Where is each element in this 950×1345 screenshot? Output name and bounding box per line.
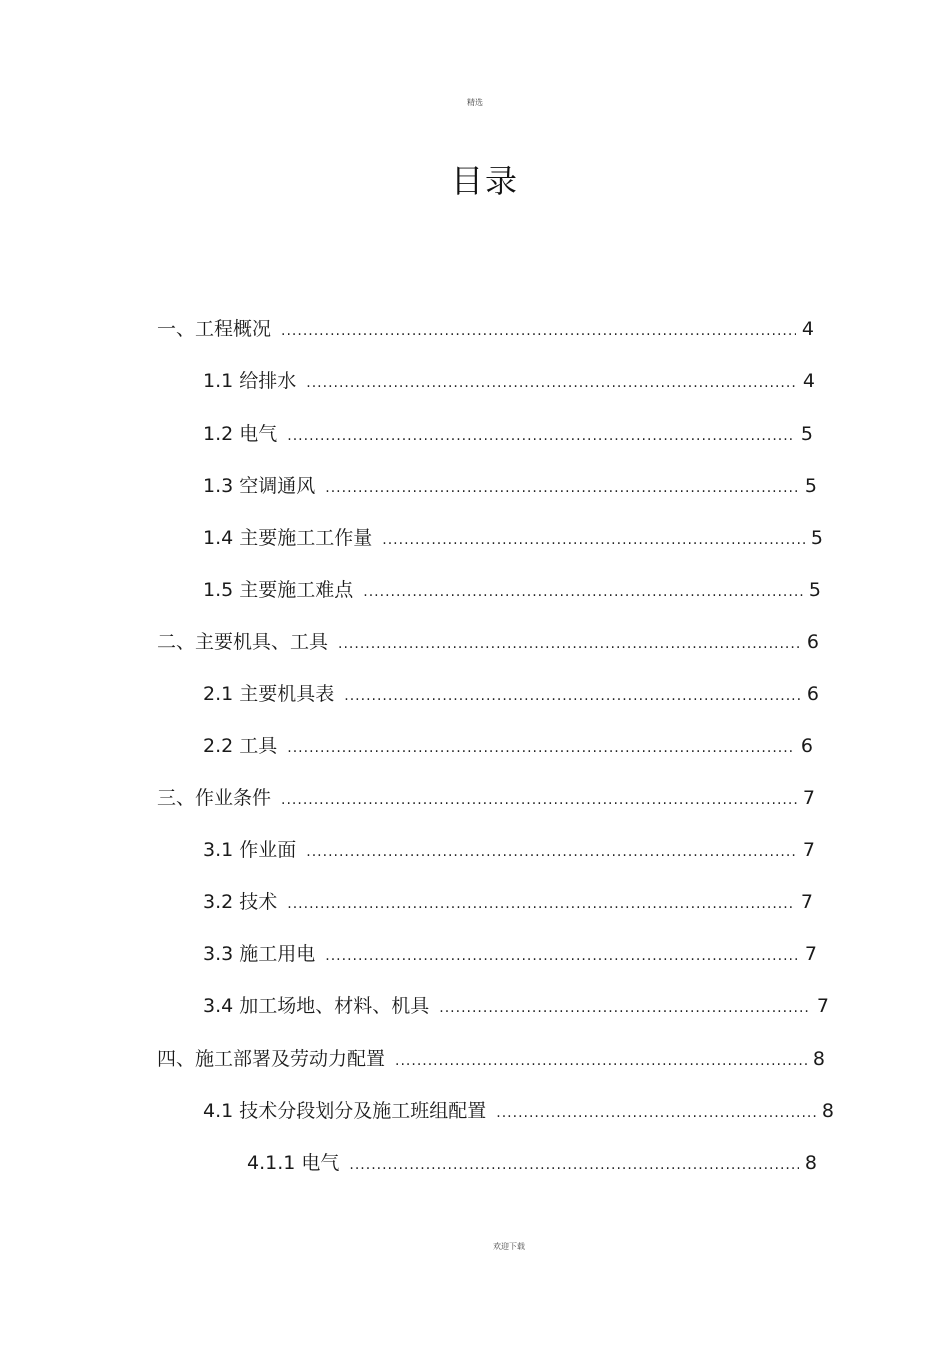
toc-entry[interactable] bbox=[247, 1148, 817, 1178]
toc-leader-dots bbox=[306, 844, 797, 860]
toc-leader-dots bbox=[338, 636, 801, 652]
toc-entry[interactable] bbox=[203, 887, 813, 917]
toc-entry-label: 三、作业条件 bbox=[157, 787, 272, 809]
toc-entry-page: 7 bbox=[800, 891, 813, 913]
toc-entry-label: 2.2 工具 bbox=[203, 735, 278, 757]
toc-entry[interactable] bbox=[157, 1044, 825, 1074]
toc-entry-page: 8 bbox=[821, 1100, 834, 1122]
toc-entry-page: 6 bbox=[806, 683, 819, 705]
toc-entry[interactable] bbox=[203, 471, 817, 501]
toc-entry-page: 6 bbox=[800, 735, 813, 757]
toc-entry-label: 一、工程概况 bbox=[157, 318, 272, 340]
toc-leader-dots bbox=[496, 1105, 816, 1121]
toc-leader-dots bbox=[287, 896, 795, 912]
toc-entry-page: 8 bbox=[804, 1152, 817, 1174]
toc-entry[interactable] bbox=[203, 679, 819, 709]
toc-leader-dots bbox=[395, 1053, 807, 1069]
toc-leader-dots bbox=[382, 532, 805, 548]
toc-entry-label: 2.1 主要机具表 bbox=[203, 683, 335, 705]
toc-entry-label: 3.2 技术 bbox=[203, 891, 278, 913]
toc-entry[interactable] bbox=[203, 731, 813, 761]
toc-entry[interactable] bbox=[157, 783, 815, 813]
toc-entry[interactable] bbox=[203, 991, 829, 1021]
toc-entry[interactable] bbox=[203, 1096, 834, 1126]
toc-entry[interactable] bbox=[203, 419, 813, 449]
toc-leader-dots bbox=[281, 792, 797, 808]
toc-entry-page: 8 bbox=[812, 1048, 825, 1070]
toc-entry-page: 7 bbox=[802, 839, 815, 861]
toc-entry-label: 四、施工部署及劳动力配置 bbox=[157, 1048, 386, 1070]
toc-entry[interactable] bbox=[203, 523, 823, 553]
toc-entry[interactable] bbox=[203, 835, 815, 865]
toc-entry-label: 3.1 作业面 bbox=[203, 839, 297, 861]
toc-entry[interactable] bbox=[203, 939, 817, 969]
page-title: 目录 bbox=[450, 162, 519, 200]
toc-entry-page: 4 bbox=[801, 318, 814, 340]
toc-leader-dots bbox=[287, 428, 795, 444]
toc-entry-label: 1.1 给排水 bbox=[203, 370, 297, 392]
toc-entry-page: 7 bbox=[802, 787, 815, 809]
toc-entry-label: 1.3 空调通风 bbox=[203, 475, 316, 497]
toc-entry-label: 3.4 加工场地、材料、机具 bbox=[203, 995, 430, 1017]
toc-entry-page: 5 bbox=[810, 527, 823, 549]
toc-leader-dots bbox=[325, 948, 799, 964]
toc-leader-dots bbox=[439, 1000, 811, 1016]
toc-entry-label: 1.5 主要施工难点 bbox=[203, 579, 354, 601]
toc-leader-dots bbox=[349, 1157, 799, 1173]
toc-entry-page: 5 bbox=[808, 579, 821, 601]
toc-entry-label: 4.1 技术分段划分及施工班组配置 bbox=[203, 1100, 487, 1122]
toc-entry-label: 1.2 电气 bbox=[203, 423, 278, 445]
toc-entry-page: 7 bbox=[816, 995, 829, 1017]
toc-entry[interactable] bbox=[157, 314, 814, 344]
toc-leader-dots bbox=[344, 688, 801, 704]
toc-leader-dots bbox=[325, 480, 799, 496]
toc-entry-page: 6 bbox=[806, 631, 819, 653]
toc-entry-label: 3.3 施工用电 bbox=[203, 943, 316, 965]
toc-entry-page: 5 bbox=[800, 423, 813, 445]
toc-entry[interactable] bbox=[203, 366, 815, 396]
toc-leader-dots bbox=[287, 740, 795, 756]
header-mark: 精选 bbox=[467, 98, 483, 107]
toc-entry-label: 二、主要机具、工具 bbox=[157, 631, 329, 653]
toc-entry[interactable] bbox=[157, 627, 819, 657]
toc-entry[interactable] bbox=[203, 575, 821, 605]
toc-entry-page: 4 bbox=[802, 370, 815, 392]
toc-leader-dots bbox=[306, 375, 797, 391]
toc-leader-dots bbox=[281, 323, 796, 339]
footer-mark: 欢迎下载 bbox=[493, 1242, 525, 1251]
toc-entry-label: 4.1.1 电气 bbox=[247, 1152, 340, 1174]
toc-entry-page: 7 bbox=[804, 943, 817, 965]
toc-entry-page: 5 bbox=[804, 475, 817, 497]
toc-entry-label: 1.4 主要施工工作量 bbox=[203, 527, 373, 549]
toc-leader-dots bbox=[363, 584, 803, 600]
